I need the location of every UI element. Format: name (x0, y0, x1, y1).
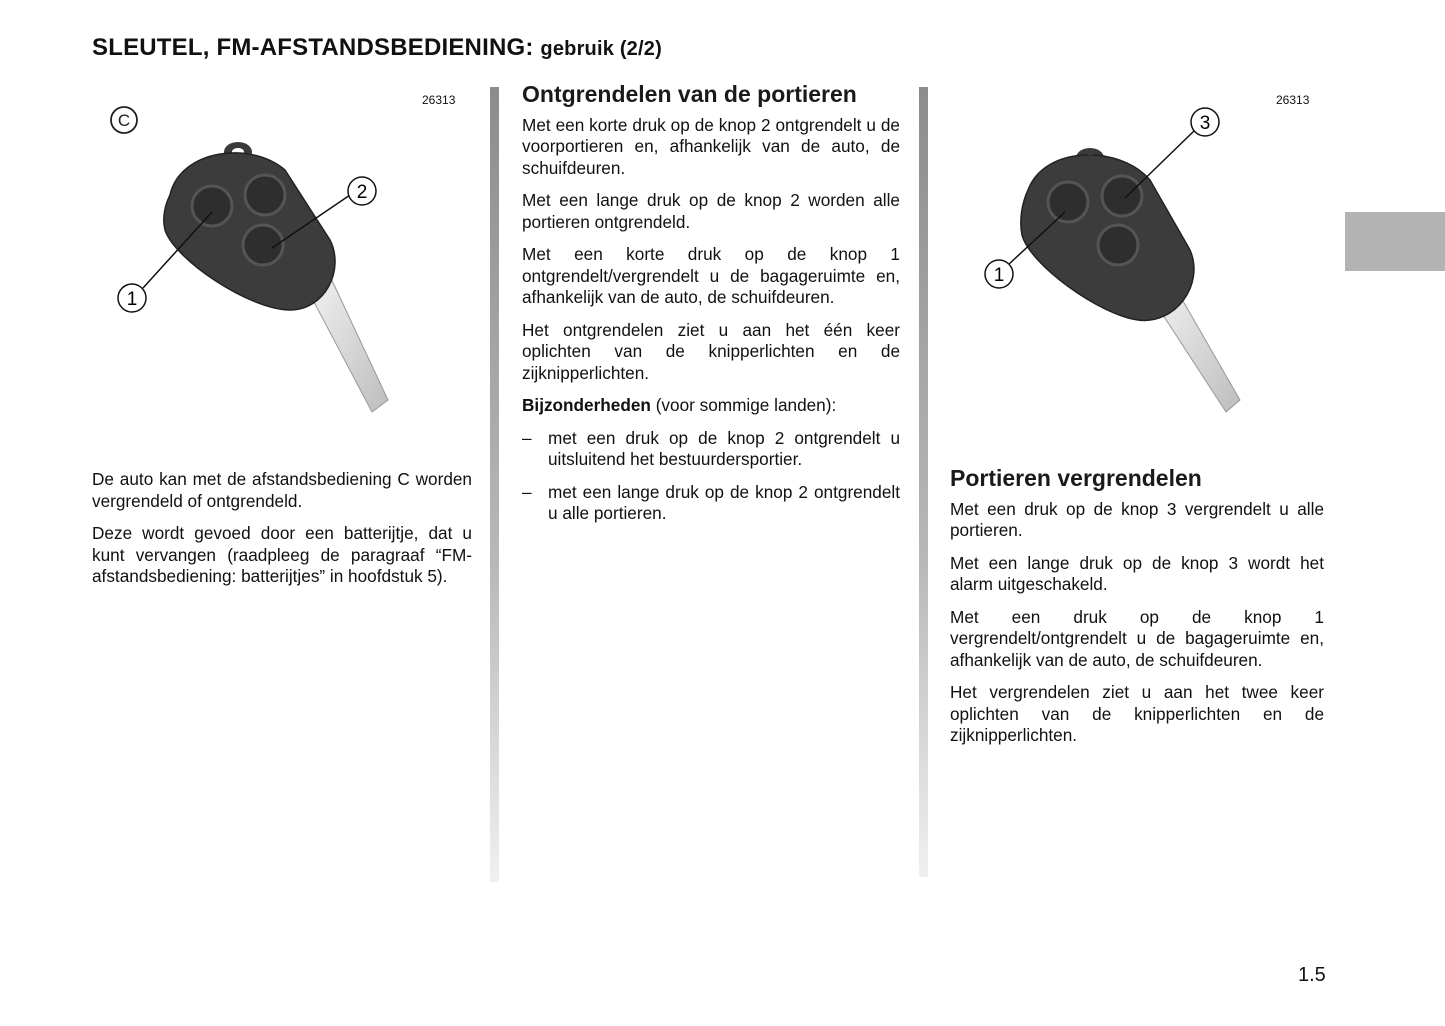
special-notes (522, 395, 900, 417)
special-notes-label: Bijzonderheden (522, 395, 651, 415)
list-item: – met een lange druk op de knop 2 ontgrendelt u alle portieren. (522, 482, 900, 525)
column-divider (490, 87, 499, 882)
button-3 (1102, 176, 1142, 216)
title-main: SLEUTEL, FM-AFSTANDSBEDIENING: (92, 34, 534, 61)
list-item: – met een druk op de knop 2 ontgrendelt u uitsluitend het bestuurdersportier. (522, 428, 900, 471)
remote-key-illustration-left (100, 100, 480, 430)
paragraph: De auto kan met de afstandsbediening C worden vergrendeld of ontgrendeld. (92, 469, 472, 511)
paragraph: Het vergrendelen ziet u aan het twee keer oplichten van de knipperlichten en de zijknipperlichten. (950, 682, 1324, 745)
special-notes-rest: (voor sommige landen): (650, 395, 837, 415)
column-divider (919, 87, 928, 877)
paragraph: Deze wordt gevoed door een batterijtje, dat u kunt vervangen (raadpleeg de paragraaf “FM-afstandsbediening: batterijtjes” in hoofdstuk 5). (92, 523, 472, 586)
paragraph: Met een korte druk op de knop 2 ontgrendelt u de voorportieren en, afhankelijk van de auto, de schuifdeuren. (522, 114, 900, 178)
label-c-text: C (117, 111, 131, 130)
section-heading-lock: Portieren vergrendelen (950, 465, 1202, 491)
figure-left-number: 26313 (422, 93, 456, 107)
button-3 (245, 175, 285, 215)
paragraph: Met een lange druk op de knop 3 wordt het alarm uitgeschakeld. (950, 552, 1324, 594)
remote-key-illustration-right (950, 100, 1310, 430)
column-left-text (92, 469, 472, 599)
chapter-thumb-tab (1345, 212, 1445, 271)
page-title (92, 34, 662, 62)
paragraph: Met een korte druk op de knop 1 ontgrendelt/vergrendelt u de bagageruimte en, afhankelijk van de auto, de schuifdeuren. (522, 244, 900, 307)
callout-text-1: 1 (993, 265, 1005, 286)
button-1 (192, 186, 232, 226)
callout-text-1: 1 (126, 289, 138, 310)
special-notes-list (522, 428, 900, 525)
column-right-text (950, 465, 1324, 758)
callout-line-3 (1125, 130, 1195, 198)
paragraph: Met een lange druk op de knop 2 worden alle portieren ontgrendeld. (522, 190, 900, 232)
figure-right-number: 26313 (1276, 93, 1310, 107)
title-sub: gebruik (2/2) (540, 38, 662, 60)
button-2 (1098, 225, 1138, 265)
page-number: 1.5 (1298, 964, 1326, 986)
paragraph: Het ontgrendelen ziet u aan het één keer oplichten van de knipperlichten en de zijknipperlichten. (522, 319, 900, 383)
button-1 (1048, 182, 1088, 222)
paragraph: Met een druk op de knop 3 vergrendelt u alle portieren. (950, 498, 1324, 540)
callout-text-3: 3 (1199, 113, 1211, 134)
section-heading-unlock: Ontgrendelen van de portieren (522, 81, 857, 107)
callout-text-2: 2 (356, 182, 368, 203)
paragraph: Met een druk op de knop 1 vergrendelt/ontgrendelt u de bagageruimte en, afhankelijk van de auto, de schuifdeuren. (950, 606, 1324, 670)
column-middle-text (522, 81, 900, 536)
